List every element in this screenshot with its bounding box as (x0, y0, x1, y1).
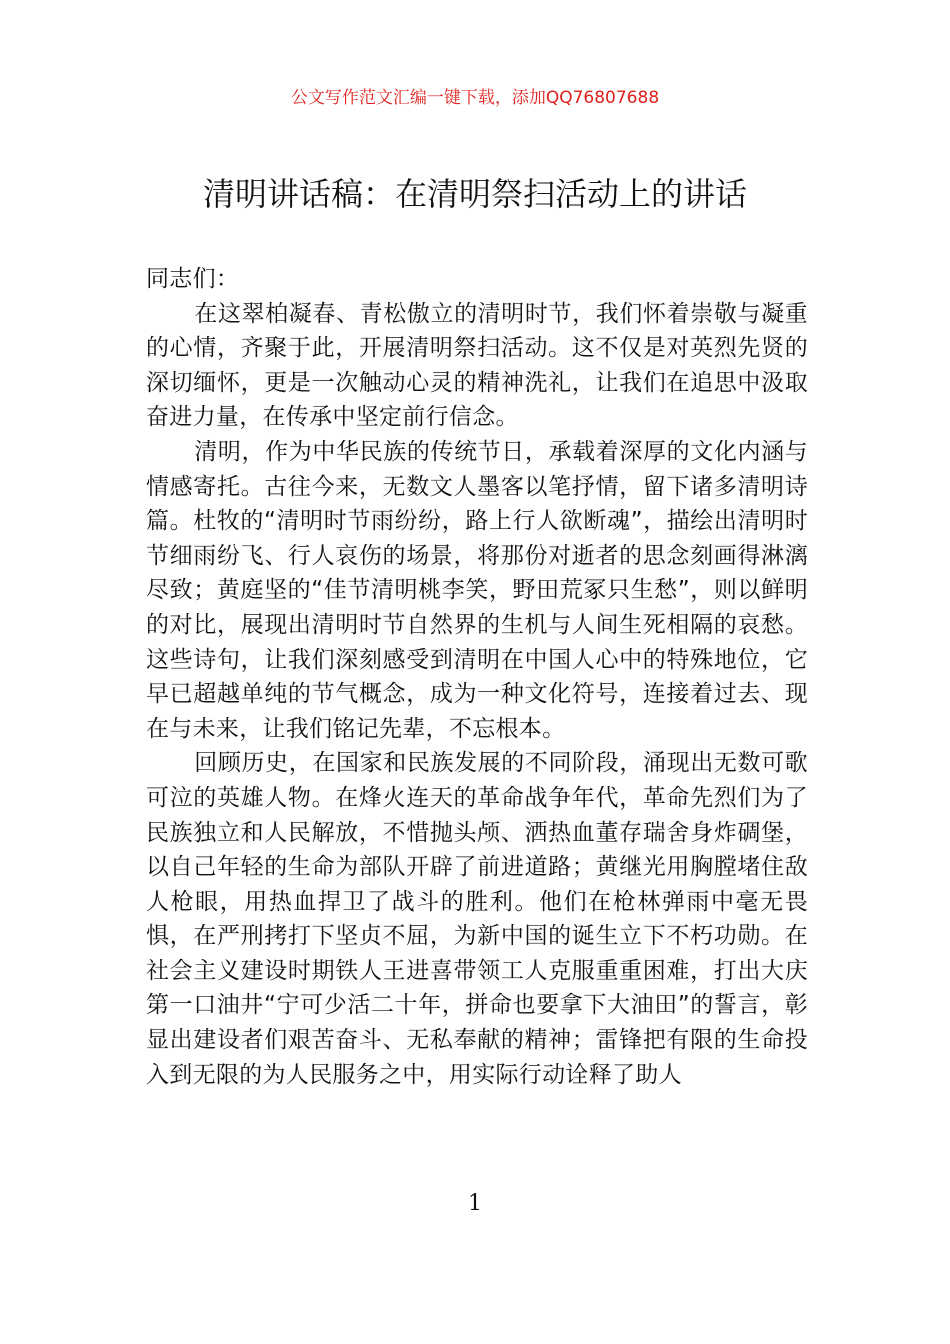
paragraph-2: 清明，作为中华民族的传统节日，承载着深厚的文化内涵与情感寄托。古往今来，无数文人墨客以笔抒情，留下诸多清明诗篇。杜牧的“清明时节雨纷纷，路上行人欲断魂”，描绘出清明时节细雨纷飞、行人哀伤的场景，将那份对逝者的思念刻画得淋漓尽致；黄庭坚的“佳节清明桃李笑，野田荒冢只生愁”，则以鲜明的对比，展现出清明时节自然界的生机与人间生死相隔的哀愁。这些诗句，让我们深刻感受到清明在中国人心中的特殊地位，它早已超越单纯的节气概念，成为一种文化符号，连接着过去、现在与未来，让我们铭记先辈，不忘根本。 (146, 438, 808, 742)
paragraph-3: 回顾历史，在国家和民族发展的不同阶段，涌现出无数可歌可泣的英雄人物。在烽火连天的革命战争年代，革命先烈们为了民族独立和人民解放，不惜抛头颅、洒热血董存瑞舍身炸碉堡，以自己年轻的生命为部队开辟了前进道路；黄继光用胸膛堵住敌人枪眼，用热血捍卫了战斗的胜利。他们在枪林弹雨中毫无畏惧，在严刑拷打下坚贞不屈，为新中国的诞生立下不朽功勋。在社会主义建设时期铁人王进喜带领工人克服重重困难，打出大庆第一口油井“宁可少活二十年，拼命也要拿下大油田”的誓言，彰显出建设者们艰苦奋斗、无私奉献的精神；雷锋把有限的生命投入到无限的为人民服务之中，用实际行动诠释了助人 (146, 750, 808, 1088)
page-number: 1 (468, 1191, 482, 1216)
download-promo-note: 公文写作范文汇编一键下载，添加QQ76807688 (290, 88, 660, 108)
document-body (146, 262, 808, 1092)
paragraph-1: 在这翠柏凝春、青松傲立的清明时节，我们怀着崇敬与凝重的心情，齐聚于此，开展清明祭扫活动。这不仅是对英烈先贤的深切缅怀，更是一次触动心灵的精神洗礼，让我们在追思中汲取奋进力量，在传承中坚定前行信念。 (146, 300, 808, 431)
document-title: 清明讲话稿：在清明祭扫活动上的讲话 (202, 175, 747, 213)
salutation: 同志们： (146, 266, 240, 292)
